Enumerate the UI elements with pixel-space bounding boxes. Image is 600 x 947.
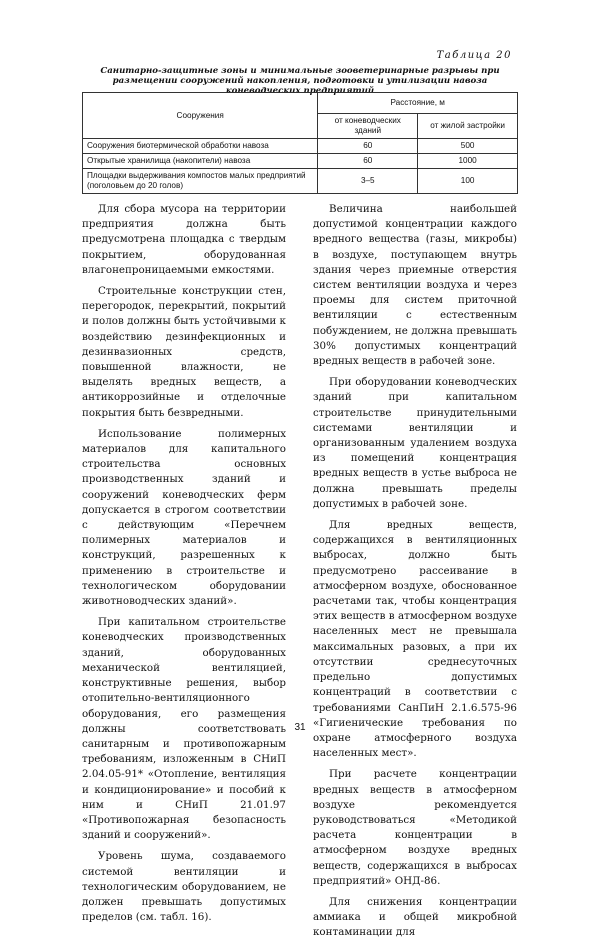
page-number: 31 (294, 722, 306, 733)
header-from-residential: от жилой застройки (418, 114, 518, 139)
sanitary-zones-table (82, 92, 518, 194)
table-row (83, 139, 518, 154)
row-structure: Открытые хранилища (накопители) навоза (83, 154, 318, 169)
row-distance-buildings: 60 (318, 154, 418, 169)
paragraph: Уровень шума, создаваемого системой вентиляции и технологическим оборудованием, не должен превышать допустимых пределов (см. табл. 16). (82, 850, 286, 924)
paragraph: При расчете концентрации вредных веществ в атмосферном воздухе рекомендуется руководствоваться «Методикой расчета концентрации в атмосферном воздухе вредных веществ, содержащихся в выбросах предприятий» ОНД-86. (313, 768, 517, 887)
row-structure: Сооружения биотермической обработки навоза (83, 139, 318, 154)
row-distance-residential: 1000 (418, 154, 518, 169)
table-row (83, 154, 518, 169)
right-text-column (313, 202, 517, 947)
row-distance-residential: 500 (418, 139, 518, 154)
header-structures: Сооружения (83, 93, 318, 139)
left-text-column (82, 202, 286, 931)
row-structure: Площадки выдерживания компостов малых предприятий (поголовьем до 20 голов) (83, 169, 318, 194)
paragraph: При оборудовании коневодческих зданий при капитальном строительстве принудительными системами вентиляции и организованным удалением воздуха из помещений концентрация вредных веществ в устье выброса не должна превышать пределы допустимых в рабочей зоне. (313, 376, 517, 510)
paragraph: Для вредных веществ, содержащихся в вентиляционных выбросах, должно быть предусмотрено рассеивание в атмосферном воздухе, обоснованное расчетами так, чтобы концентрация этих веществ в атмосферном воздухе населенных мест не превышала максимальных разовых, а при их отсутствии среднесуточных предельно допустимых концентраций в соответствии с требованиями СанПиН 2.1.6.575-96 «Гигиенические требования по охране атмосферного воздуха населенных мест». (313, 519, 517, 760)
table-row (83, 169, 518, 194)
paragraph: Величина наибольшей допустимой концентрации каждого вредного вещества (газы, микробы) в воздухе, поступающем внутрь здания через приемные отверстия систем вентиляции воздуха и через проемы для систем приточной вентиляции с естественным побуждением, не должна превышать 30% допустимых концентраций вредных веществ в рабочей зоне. (313, 203, 517, 368)
paragraph: Для снижения концентрации аммиака и общей микробной контаминации для (313, 895, 517, 939)
row-distance-buildings: 60 (318, 139, 418, 154)
row-distance-buildings: 3–5 (318, 169, 418, 194)
paragraph: Строительные конструкции стен, перегородок, перекрытий, покрытий и полов должны быть устойчивыми к воздействию дезинфекционных и дезинвазионных средств, повышенной влажности, не выделять вредных веществ, а антикоррозийные и отделочные покрытия быть безвредными. (82, 285, 286, 419)
paragraph: При капитальном строительстве коневодческих производственных зданий, оборудованных механической вентиляцией, конструктивные решения, выбор отопительно-вентиляционного оборудования, его размещения должны соответствовать санитарным и противопожарным требованиям, изложенным в СНиП 2.04.05-91* «Отопление, вентиляция и кондиционирование» и пособий к ним и СНиП 21.01.97 «Противопожарная безопасность зданий и сооружений». (82, 616, 286, 842)
paragraph: Использование полимерных материалов для капитального строительства основных производственных зданий и сооружений коневодческих ферм допускается в строгом соответствии с действующим «Перечнем полимерных материалов и конструкций, разрешенных к применению в строительстве и технологическом оборудовании животноводческих зданий». (82, 427, 286, 608)
table-caption: Санитарно-защитные зоны и минимальные зооветеринарные разрывы при размещении сооружений накопления, подготовки и утилизации навоза коневодческих предприятий (100, 66, 500, 96)
paragraph: Для сбора мусора на территории предприятия должна быть предусмотрена площадка с твердым покрытием, оборудованная влагонепроницаемыми емкостями. (82, 203, 286, 276)
row-distance-residential: 100 (418, 169, 518, 194)
table-label: Таблица 20 (436, 50, 512, 61)
header-distance: Расстояние, м (318, 93, 518, 114)
header-from-horse-buildings: от коневодческих зданий (318, 114, 418, 139)
